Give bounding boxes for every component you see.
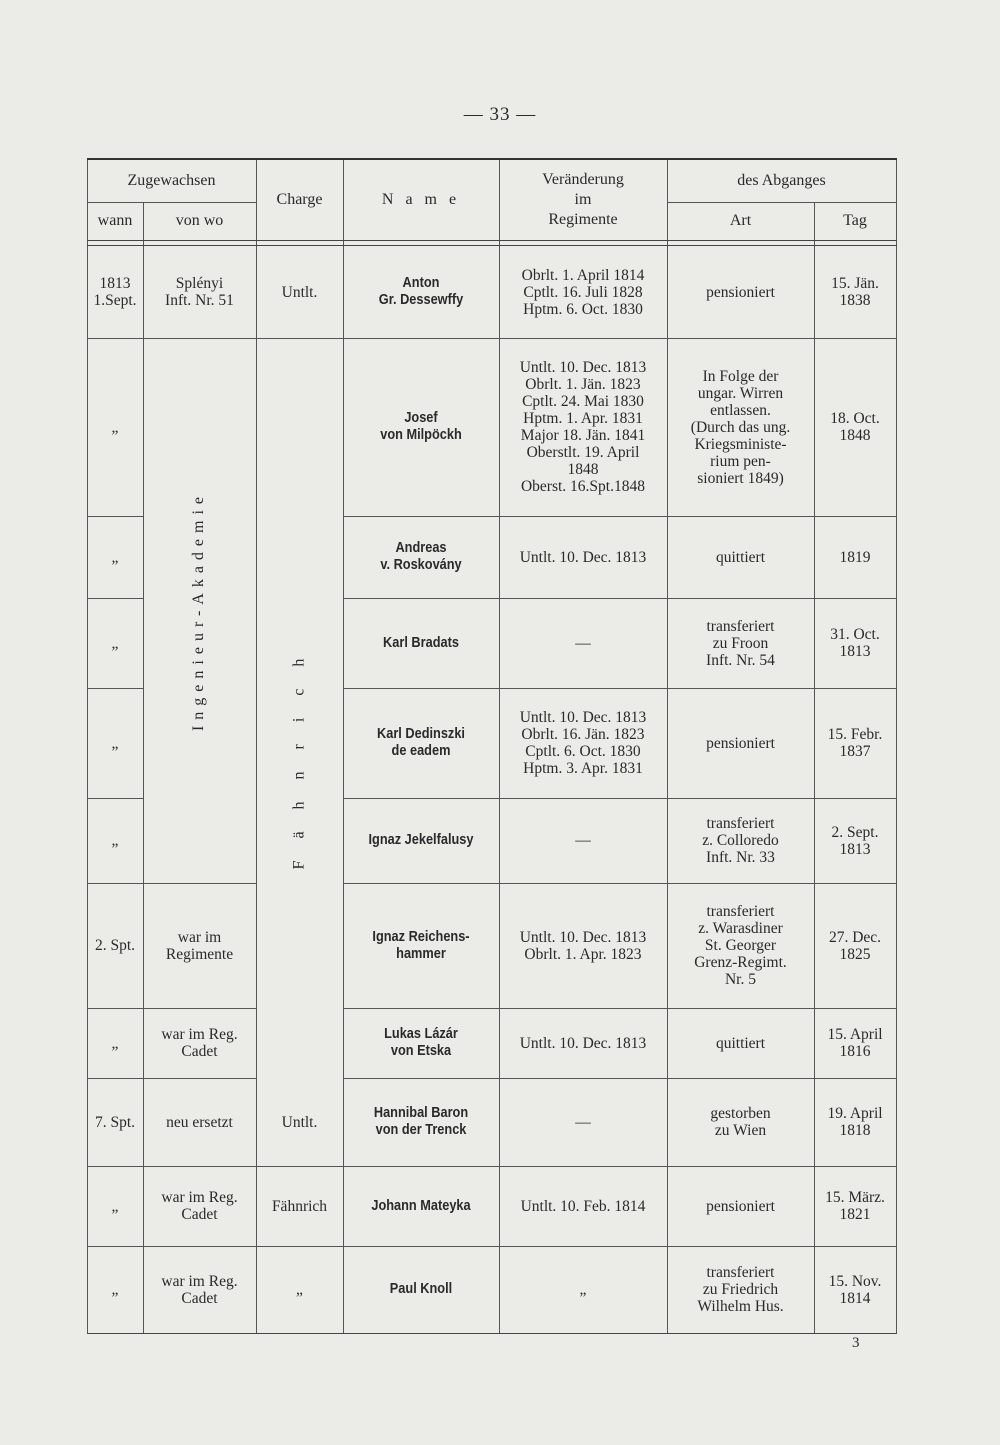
cell-veraenderung: Untlt. 10. Dec. 1813 Obrlt. 1. Apr. 1823 [519, 928, 647, 963]
cell-von-wo: war im Reg. Cadet [161, 1026, 238, 1060]
cell-veraenderung: Obrlt. 1. April 1814 Cptlt. 16. Juli 1828 Hptm. 6. Oct. 1830 [521, 266, 645, 318]
cell-veraenderung: — [575, 1113, 591, 1131]
cell-charge [256, 883, 343, 1008]
cell-name: Karl Bradats [383, 634, 459, 651]
cell-charge [256, 1008, 343, 1078]
cell-von-wo [143, 598, 256, 688]
cell-veraenderung: Untlt. 10. Feb. 1814 [520, 1197, 646, 1215]
cell-wann: 1813 1.Sept. [93, 275, 137, 309]
cell-wann: „ [111, 634, 119, 652]
cell-von-wo [143, 516, 256, 598]
cell-von-wo [143, 688, 256, 798]
cell-veraenderung: Untlt. 10. Dec. 1813 Obrlt. 1. Jän. 1823 Cptlt. 24. Mai 1830 Hptm. 1. Apr. 1831 Major 18. Jän. 1841 Oberstlt. 19. April 1848 Oberst. 16.Spt.1848 [519, 359, 647, 495]
cell-tag: 15. Jän. 1838 [831, 275, 879, 309]
cell-tag: 27. Dec. 1825 [828, 928, 882, 963]
cell-name: Josef von Milpöckh [380, 410, 462, 443]
cell-wann: 2. Spt. [94, 937, 136, 954]
cell-von-wo [143, 338, 256, 516]
cell-charge [256, 516, 343, 598]
cell-tag: 15. April 1816 [827, 1026, 883, 1060]
cell-charge [256, 338, 343, 516]
cell-wann: 7. Spt. [94, 1113, 136, 1131]
cell-name: Ignaz Jekelfalusy [368, 832, 474, 848]
cell-art: pensioniert [706, 1197, 775, 1215]
cell-art: quittiert [715, 548, 766, 566]
cell-charge: Untlt. [281, 283, 318, 301]
header-art: Art [729, 212, 752, 229]
cell-art: transferiert z. Warasdiner St. Georger Grenz-Regimt. Nr. 5 [694, 903, 787, 988]
table-bottom-rule [87, 1333, 897, 1334]
cell-charge: Fähnrich [271, 1197, 328, 1215]
cell-veraenderung: Untlt. 10. Dec. 1813 [519, 1034, 647, 1052]
cell-wann: „ [111, 1281, 119, 1298]
cell-tag: 31. Oct. 1813 [830, 626, 880, 660]
cell-von-wo: war im Reg. Cadet [161, 1189, 238, 1223]
vertical-label-text: Fähnrich [290, 636, 308, 870]
cell-von-wo: neu ersetzt [166, 1113, 233, 1131]
cell-wann: „ [111, 734, 119, 752]
header-zugewachsen: Zugewachsen [127, 172, 216, 189]
cell-tag: 18. Oct. 1848 [830, 410, 880, 444]
cell-charge [256, 598, 343, 688]
cell-wann: „ [111, 832, 119, 849]
cell-veraenderung: „ [579, 1281, 587, 1298]
cell-von-wo: war im Regimente [165, 928, 234, 963]
cell-tag: 15. März. 1821 [825, 1189, 885, 1223]
header-name: N a m e [381, 191, 461, 208]
cell-veraenderung: Untlt. 10. Dec. 1813 Obrlt. 16. Jän. 1823 Cptlt. 6. Oct. 1830 Hptm. 3. Apr. 1831 [519, 709, 647, 777]
cell-art: gestorben zu Wien [710, 1105, 771, 1139]
cell-tag: 2. Sept. 1813 [831, 823, 879, 858]
column-rule [896, 160, 897, 1333]
header-wann: wann [97, 212, 133, 229]
cell-name: Lukas Lázár von Etska [384, 1026, 458, 1059]
cell-art: transferiert zu Friedrich Wilhelm Hus. [697, 1264, 784, 1315]
cell-von-wo: Splényi Inft. Nr. 51 [165, 275, 234, 309]
cell-tag: 19. April 1818 [827, 1105, 883, 1139]
vertical-label-text: Ingenieur-Akademie [190, 490, 208, 731]
cell-charge: Untlt. [281, 1113, 318, 1131]
cell-name: Hannibal Baron von der Trenck [373, 1105, 469, 1138]
cell-veraenderung: — [575, 832, 591, 849]
cell-von-wo: war im Reg. Cadet [161, 1272, 238, 1307]
cell-veraenderung: Untlt. 10. Dec. 1813 [519, 548, 647, 566]
cell-name: Anton Gr. Dessewffy [378, 275, 464, 308]
cell-charge [256, 688, 343, 798]
page-number: — 33 — [463, 104, 537, 125]
column-rule [343, 160, 344, 1333]
header-charge: Charge [276, 191, 323, 208]
cell-tag: 15. Nov. 1814 [828, 1272, 882, 1307]
sheet-number: 3 [852, 1335, 860, 1351]
header-von-wo: von wo [175, 212, 224, 229]
cell-wann: „ [111, 1197, 119, 1215]
cell-art: In Folge der ungar. Wirren entlassen. (Durch das ung. Kriegsministe- rium pen- sioniert 1849) [690, 367, 791, 487]
cell-charge: „ [296, 1281, 303, 1298]
cell-name: Johann Mateyka [371, 1197, 471, 1214]
register-table [87, 158, 897, 1333]
cell-art: quittiert [715, 1034, 766, 1052]
header-des-abganges: des Abganges [737, 172, 826, 189]
cell-art: transferiert z. Colloredo Inft. Nr. 33 [702, 815, 779, 866]
cell-wann: „ [111, 548, 119, 566]
cell-name: Paul Knoll [389, 1281, 453, 1297]
cell-name: Karl Dedinszki de eadem [377, 726, 465, 759]
cell-name: Ignaz Reichens- hammer [372, 928, 470, 962]
cell-tag: 15. Febr. 1837 [827, 726, 883, 760]
header-tag: Tag [843, 212, 867, 229]
cell-von-wo [143, 798, 256, 883]
cell-art: transferiert zu Froon Inft. Nr. 54 [706, 617, 775, 669]
cell-name: Andreas v. Roskovány [380, 540, 462, 573]
cell-wann: „ [111, 1034, 119, 1052]
cell-art: pensioniert [706, 734, 775, 752]
cell-wann: „ [111, 418, 119, 436]
cell-art: pensioniert [706, 283, 775, 301]
cell-veraenderung: — [575, 634, 591, 652]
cell-tag: 1819 [839, 548, 871, 566]
cell-charge [256, 798, 343, 883]
header-veraenderung: Veränderung im Regimente [542, 171, 624, 228]
